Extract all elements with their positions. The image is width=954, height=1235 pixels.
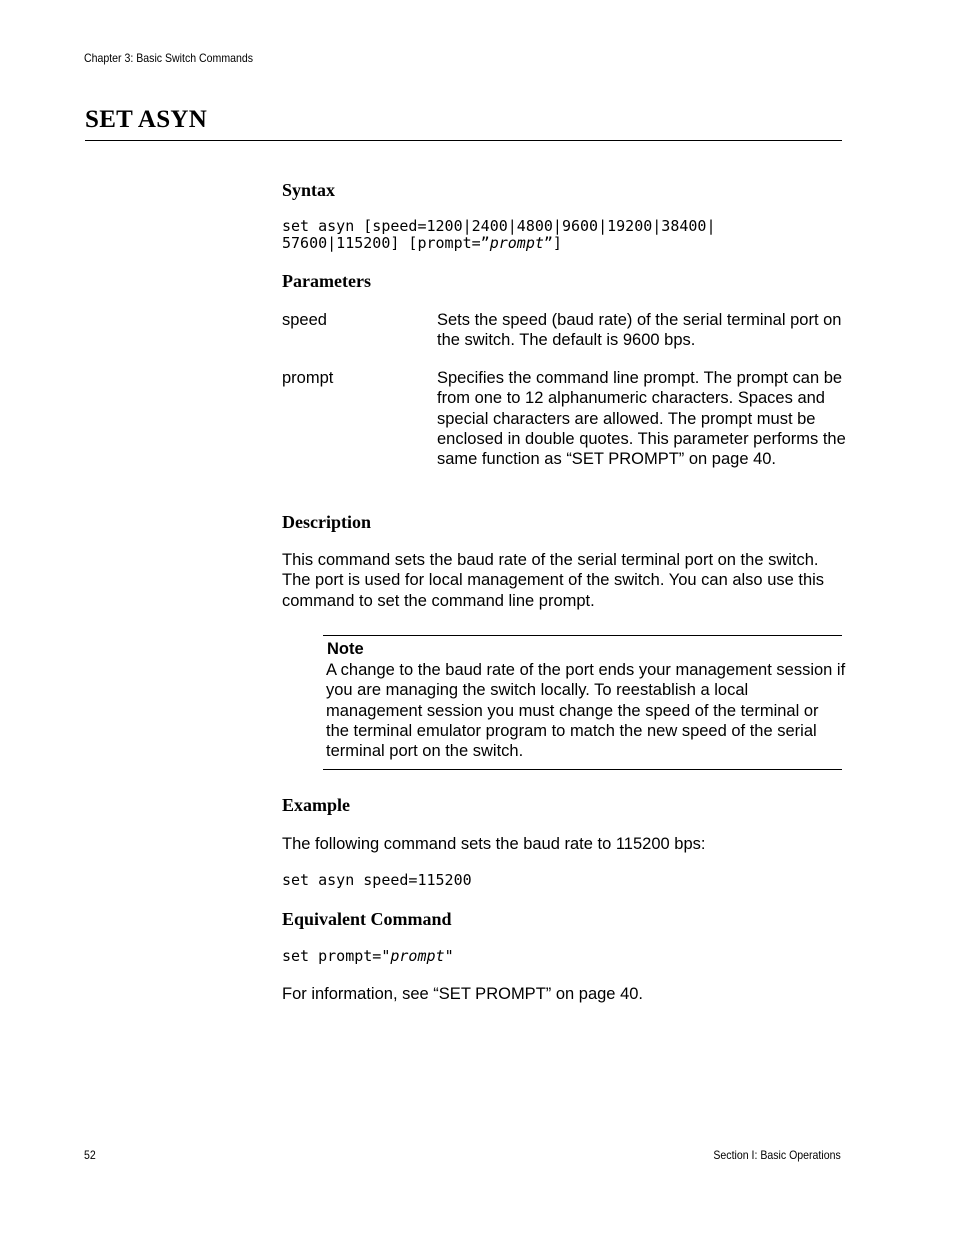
syntax-line-2-suffix: ”] bbox=[543, 234, 562, 252]
note-label: Note bbox=[327, 640, 364, 658]
equivalent-code-prefix: set prompt=" bbox=[282, 947, 391, 965]
running-head: Chapter 3: Basic Switch Commands bbox=[84, 51, 254, 65]
param-desc-prompt: Specifies the command line prompt. The prompt can be from one to 12 alphanumeric characters. Spaces and special characters are allowed. The prompt must be enclosed in double quotes. This parameter performs the same function as “SET PROMPT” on page 40. bbox=[437, 369, 846, 469]
equivalent-code bbox=[282, 948, 454, 965]
equivalent-code-suffix: " bbox=[444, 947, 454, 965]
param-name-speed: speed bbox=[282, 311, 327, 329]
param-desc-speed: Sets the speed (baud rate) of the serial terminal port on the switch. The default is 9600 bps. bbox=[437, 311, 842, 350]
page-title: SET ASYN bbox=[85, 106, 208, 133]
syntax-line-1: set asyn [speed=1200|2400|4800|9600|19200|38400| bbox=[282, 217, 716, 235]
equivalent-info-text: For information, see “SET PROMPT” on page 40. bbox=[282, 985, 644, 1003]
page-number: 52 bbox=[84, 1148, 96, 1162]
note-text: A change to the baud rate of the port ends your management session if you are managing the switch locally. To reestablish a local management session you must change the speed of the terminal or the terminal emulator program to match the new speed of the serial terminal port on the switch. bbox=[326, 661, 846, 761]
param-name-prompt: prompt bbox=[282, 369, 334, 387]
equivalent-prompt-variable: prompt bbox=[390, 947, 445, 965]
description-heading: Description bbox=[282, 512, 371, 532]
example-text: The following command sets the baud rate to 115200 bps: bbox=[282, 835, 706, 853]
syntax-prompt-variable: prompt bbox=[489, 234, 544, 252]
syntax-code bbox=[282, 218, 715, 252]
note-box bbox=[323, 635, 846, 770]
parameters-heading: Parameters bbox=[282, 271, 371, 291]
example-code: set asyn speed=115200 bbox=[282, 871, 472, 889]
title-rule bbox=[85, 140, 842, 141]
example-heading: Example bbox=[282, 795, 351, 815]
section-footer: Section I: Basic Operations bbox=[713, 1148, 841, 1162]
description-text: This command sets the baud rate of the serial terminal port on the switch. The port is used for local management of the switch. You can also use this command to set the command line prompt. bbox=[282, 551, 825, 610]
syntax-line-2-prefix: 57600|115200] [prompt=” bbox=[282, 234, 490, 252]
syntax-heading: Syntax bbox=[282, 180, 336, 200]
equivalent-command-heading: Equivalent Command bbox=[282, 909, 452, 929]
